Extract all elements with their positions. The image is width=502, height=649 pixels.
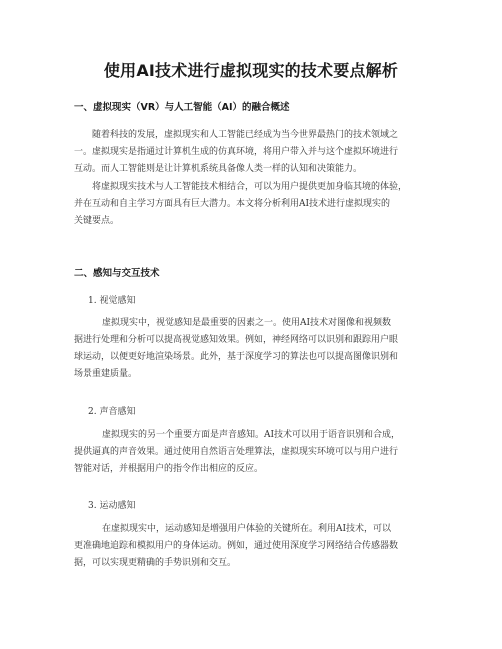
section-1-paragraph-2 — [74, 179, 407, 230]
text-line: 将虚拟现实技术与人工智能技术相结合，可以为用户提供更加身临其境的体验， — [92, 182, 408, 192]
text-line: 互动。而人工智能则是让计算机系统具备像人类一样的认知和决策能力。 — [74, 164, 363, 174]
section-2-heading: 二、感知与交互技术 — [74, 268, 160, 279]
text-line: 智能对话，并根据用户的指令作出相应的反应。 — [74, 464, 264, 474]
subsection-2-paragraph — [74, 427, 400, 478]
text-line: 据进行处理和分析可以提高视觉感知效果。例如，神经网络可以识别和跟踪用户眼 — [74, 335, 399, 345]
subsection-3-label: 3. 运动感知 — [88, 501, 136, 511]
text-line: 一。虚拟现实是指通过计算机生成的仿真环境，将用户带入并与这个虚拟环境进行 — [74, 147, 399, 157]
subsection-1-label: 1. 视觉感知 — [88, 296, 136, 306]
text-line: 据，可以实现更精确的手势识别和交互。 — [74, 558, 237, 568]
text-line: 提供逼真的声音效果。通过使用自然语言处理算法，虚拟现实环境可以与用户进行 — [74, 447, 399, 457]
text-line: 球运动，以便更好地渲染场景。此外，基于深度学习的算法也可以提高图像识别和 — [74, 352, 399, 362]
text-line: 场景重建质量。 — [74, 369, 138, 379]
subsection-2-label: 2. 声音感知 — [88, 407, 136, 417]
text-line: 虚拟现实中，视觉感知是最重要的因素之一。使用AI技术对图像和视频数 — [102, 318, 392, 328]
text-line: 更准确地追踪和模拟用户的身体运动。例如，通过使用深度学习网络结合传感器数 — [74, 541, 399, 551]
section-1-paragraph-1 — [74, 127, 398, 178]
document-title: 使用AI技术进行虚拟现实的技术要点解析 — [103, 61, 399, 80]
subsection-1-paragraph — [74, 315, 398, 383]
text-line: 随着科技的发展，虚拟现实和人工智能已经成为当今世界最热门的技术领域之 — [92, 130, 399, 140]
text-line: 关键要点。 — [74, 216, 120, 226]
subsection-3-paragraph — [74, 521, 398, 572]
text-line: 并在互动和自主学习方面具有巨大潜力。本文将分析利用AI技术进行虚拟现实的 — [74, 199, 391, 209]
section-1-heading: 一、虚拟现实（VR）与人工智能（AI）的融合概述 — [74, 102, 290, 113]
text-line: 虚拟现实的另一个重要方面是声音感知。AI技术可以用于语音识别和合成， — [102, 430, 401, 440]
text-line: 在虚拟现实中，运动感知是增强用户体验的关键所在。利用AI技术，可以 — [102, 524, 392, 534]
